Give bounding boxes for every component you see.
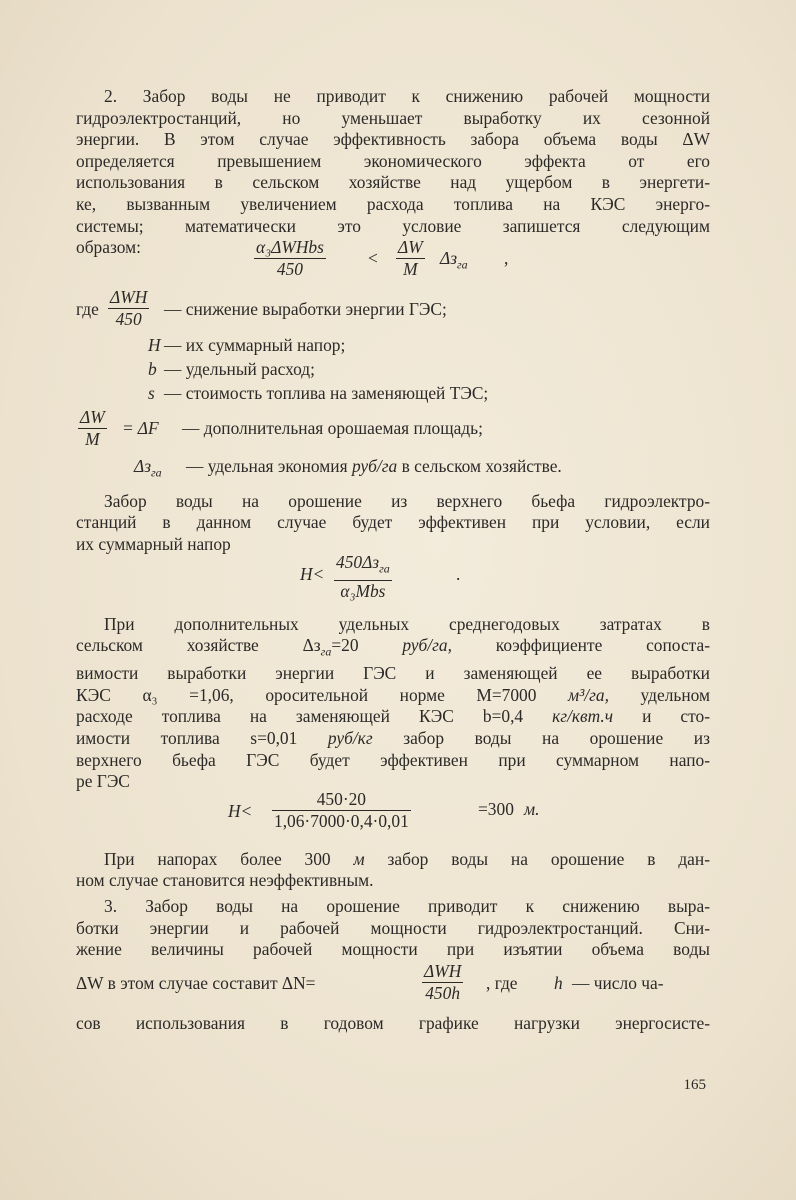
text-span: — число ча-	[572, 972, 664, 993]
term-symbol: Δз	[440, 247, 457, 268]
text-span: расходе топлива на заменяющей КЭС b=0,4	[76, 706, 524, 727]
page-number: 165	[683, 1077, 706, 1093]
unit-text: м.	[524, 798, 540, 819]
text-line: системы; математически это условие запишется следующим	[76, 215, 710, 236]
formula-2	[76, 550, 710, 600]
legend-symbol: b	[148, 358, 157, 379]
legend-row	[76, 453, 710, 483]
text-line: 2. Забор воды не приводит к снижению рабочей мощности	[104, 86, 710, 106]
text-line	[76, 849, 710, 871]
legend-description: — стоимость топлива на заменяющей ТЭС;	[164, 382, 489, 403]
text-line: определяется превышением экономического эффекта от его	[76, 150, 710, 171]
numerator: ΔWH	[108, 287, 149, 310]
legend-symbol	[134, 456, 162, 484]
text-line: ре ГЭС	[76, 771, 130, 792]
less-than-sign: <	[368, 247, 378, 268]
term-subscript: га	[457, 257, 468, 272]
text-line: энергии. В этом случае эффективность забора объема воды ΔW	[76, 129, 710, 150]
text-line: 3. Забор воды на орошение приводит к снижению выра-	[104, 895, 710, 916]
page-body	[76, 86, 710, 1034]
text-line: использования в сельском хозяйстве над ущербом в энергети-	[76, 172, 710, 193]
text-span: удельном	[640, 684, 710, 705]
unit-text: м	[353, 848, 365, 869]
text-span: забор воды на орошение в дан-	[387, 848, 710, 869]
text-line: верхнего бьефа ГЭС будет эффективен при суммарном напо-	[76, 749, 710, 770]
text-line	[76, 728, 710, 750]
numerator: α₃ΔWHbs	[254, 237, 326, 260]
formula-fraction	[254, 237, 326, 281]
text-span: , где	[486, 972, 518, 993]
numerator-subscript: га	[379, 561, 390, 575]
text-line: жение величины рабочей мощности при изъятии объема воды	[76, 939, 710, 960]
denominator: 450	[276, 259, 303, 280]
denominator: α₃Mbs	[340, 580, 386, 601]
numerator: ΔWH	[422, 961, 463, 984]
formula-3	[76, 787, 710, 839]
legend-row	[76, 287, 710, 335]
subscript: га	[320, 644, 332, 659]
description-text: — удельная экономия	[186, 455, 348, 476]
description-text: в сельском хозяйстве.	[401, 455, 562, 476]
numerator	[334, 552, 392, 581]
legend-row	[76, 407, 710, 453]
text-line: ке, вызванным увеличением расхода топлива на КЭС энерго-	[76, 193, 710, 214]
formula-term	[440, 248, 468, 276]
numerator-base: 450Δз	[336, 551, 380, 572]
text-span: забор воды на орошение из	[403, 727, 710, 748]
denominator: M	[85, 429, 100, 450]
text-line	[76, 706, 710, 728]
legend-row	[76, 359, 710, 383]
formula-fraction	[272, 789, 411, 833]
text-span: ΔW в этом случае составит ΔN=	[76, 972, 316, 993]
text-line: Забор воды на орошение из верхнего бьефа гидроэлектро-	[104, 490, 710, 511]
text-span: имости топлива s=0,01	[76, 727, 298, 748]
text-line: образом:	[76, 237, 141, 258]
legend-description: — удельный расход;	[164, 358, 315, 379]
denominator: M	[403, 259, 418, 280]
formula-result: =300	[478, 798, 514, 819]
denominator: 450	[115, 309, 142, 330]
formula-fraction	[334, 552, 392, 603]
text-line-with-formula	[76, 961, 710, 1007]
text-line	[76, 635, 710, 663]
punctuation: ,	[504, 247, 509, 268]
text-span: При напорах более 300	[104, 848, 331, 869]
text-span: и сто-	[642, 706, 710, 727]
formula-fraction	[78, 407, 107, 451]
text-line: При дополнительных удельных среднегодовых затратах в	[104, 613, 710, 634]
legend-row	[76, 335, 710, 359]
unit-text: м³/га,	[568, 684, 609, 705]
numerator: ΔW	[78, 407, 107, 430]
where-word: где	[76, 298, 99, 319]
text-line: их суммарный напор	[76, 533, 231, 554]
text-span: КЭС α₃ =1,06, оросительной норме M=7000	[76, 684, 537, 705]
unit-text: руб/га	[351, 455, 398, 476]
legend-symbol: = ΔF	[122, 417, 159, 438]
text-line: сов использования в годовом графике нагрузки энергосисте-	[76, 1012, 710, 1033]
symbol: h	[554, 972, 563, 993]
legend-description	[186, 456, 562, 478]
text-line: станций в данном случае будет эффективен при условии, если	[76, 512, 710, 533]
formula-fraction	[396, 237, 425, 281]
text-line: ботки энергии и рабочей мощности гидроэлектростанций. Сни-	[76, 917, 710, 938]
text-span: сельском хозяйстве Δз	[76, 635, 321, 656]
text-line: гидроэлектростанций, но уменьшает выработку их сезонной	[76, 107, 710, 128]
formula-1	[76, 237, 710, 283]
legend-symbol: H	[148, 334, 161, 355]
legend-description: — снижение выработки энергии ГЭС;	[164, 298, 447, 319]
numerator: 450·20	[272, 789, 411, 812]
legend-description: — дополнительная орошаемая площадь;	[182, 417, 483, 438]
numerator: ΔW	[396, 237, 425, 260]
formula-lhs: H<	[300, 563, 325, 584]
variable-legend	[76, 287, 710, 483]
legend-description: — их суммарный напор;	[164, 334, 346, 355]
text-line	[76, 685, 710, 707]
denominator: 1,06·7000·0,4·0,01	[274, 811, 409, 832]
legend-symbol: s	[148, 382, 155, 403]
formula-lhs: H<	[228, 800, 253, 821]
text-line: вимости выработки энергии ГЭС и заменяющей ее выработки	[76, 663, 710, 684]
text-line: ном случае становится неэффективным.	[76, 870, 374, 891]
unit-text: руб/га,	[402, 635, 452, 656]
formula-fraction	[108, 287, 149, 331]
symbol-subscript: га	[151, 465, 162, 480]
symbol-base: Δз	[134, 455, 151, 476]
punctuation: .	[456, 563, 461, 584]
unit-text: руб/кг	[327, 727, 373, 748]
text-span: коэффициенте сопоста-	[495, 635, 710, 656]
unit-text: кг/квт.ч	[552, 706, 614, 727]
denominator: 450h	[425, 983, 461, 1004]
formula-fraction	[422, 961, 463, 1005]
text-span: =20	[331, 635, 359, 656]
legend-row	[76, 383, 710, 407]
